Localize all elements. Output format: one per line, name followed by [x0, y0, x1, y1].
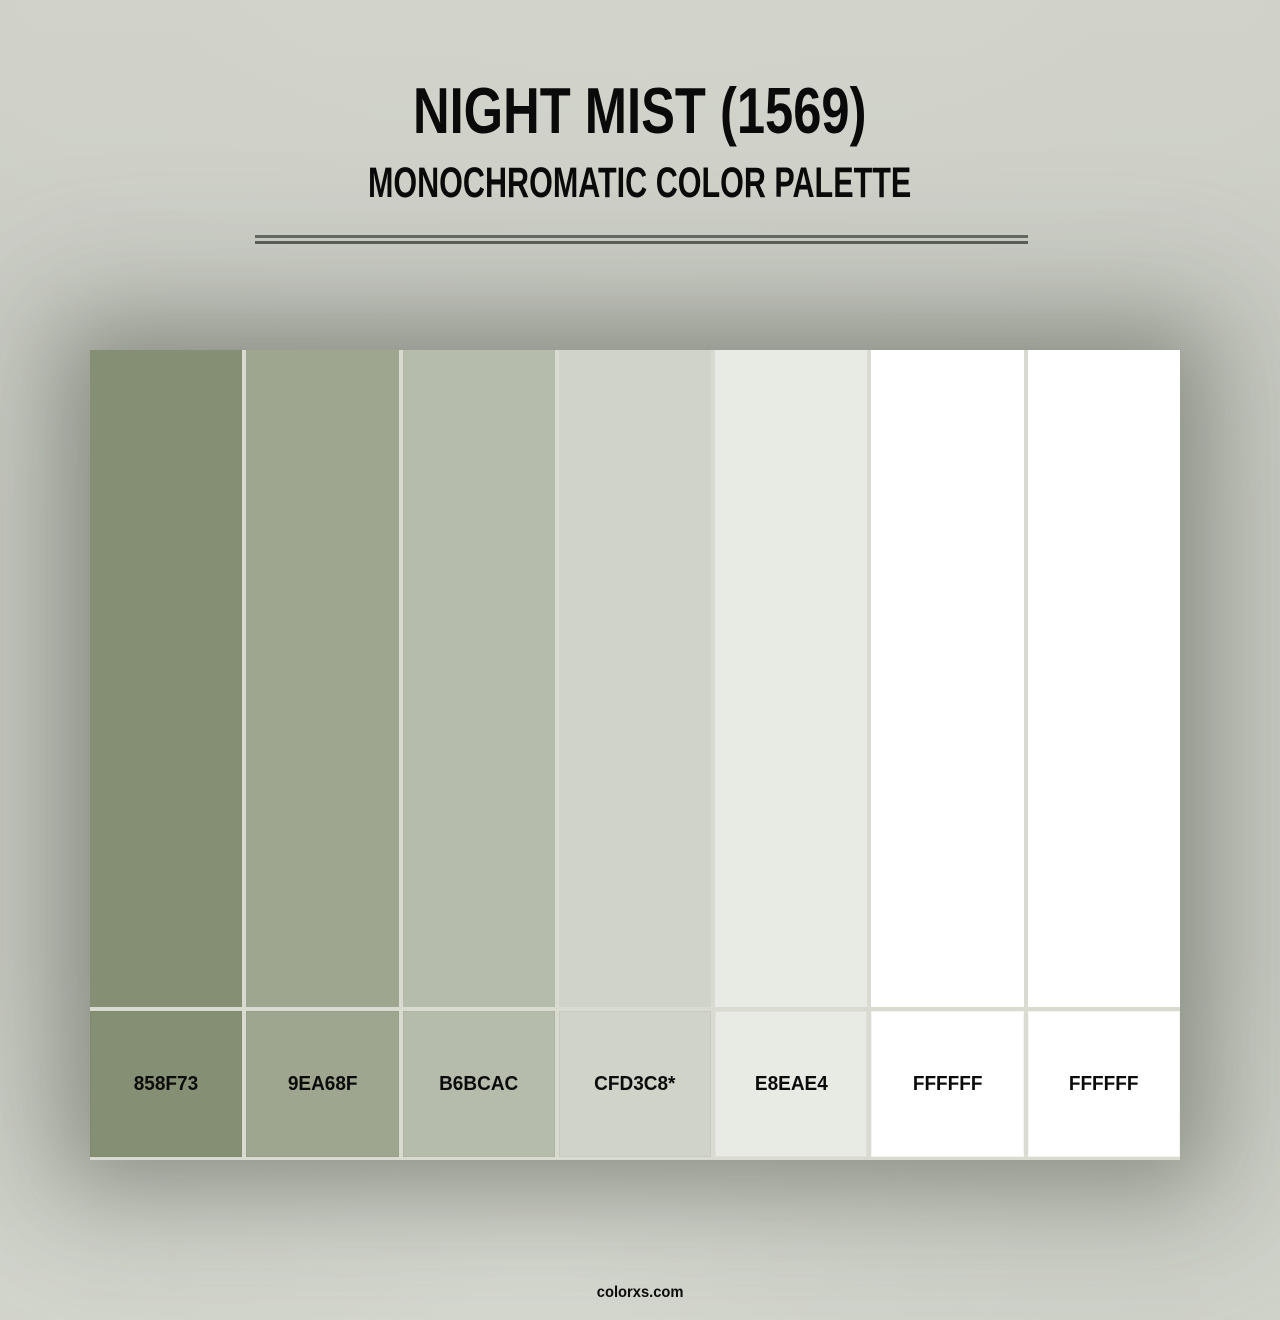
swatch-hex-label-1: 858F73 [133, 1072, 199, 1095]
swatch-hex-label-3: B6BCAC [439, 1072, 519, 1095]
site-footer-text: colorxs.com [596, 1284, 684, 1301]
page-subtitle-text: MONOCHROMATIC COLOR PALETTE [368, 159, 912, 207]
page-title-text: NIGHT MIST (1569) [413, 74, 867, 147]
swatch-column-4 [559, 350, 711, 1007]
double-rule-divider [255, 235, 1028, 244]
swatch-hex-label-5: E8EAE4 [754, 1072, 828, 1095]
swatch-hex-label-7: FFFFFF [1069, 1072, 1139, 1095]
palette-swatch-grid [90, 350, 1180, 1160]
swatch-label-cell-2 [246, 1011, 398, 1157]
swatch-column-6 [871, 350, 1023, 1007]
swatch-label-cell-1 [90, 1011, 242, 1157]
swatch-column-3 [403, 350, 555, 1007]
swatch-hex-label-2: 9EA68F [287, 1072, 358, 1095]
swatch-column-2 [246, 350, 398, 1007]
swatch-label-cell-6 [871, 1011, 1023, 1157]
swatch-label-cell-7 [1028, 1011, 1180, 1157]
swatch-column-7 [1028, 350, 1180, 1007]
page-title [0, 74, 1280, 147]
swatch-column-1 [90, 350, 242, 1007]
swatch-label-cell-5 [715, 1011, 867, 1157]
swatch-hex-label-6: FFFFFF [912, 1072, 983, 1095]
page-subtitle [0, 159, 1280, 207]
swatch-label-cell-4 [559, 1011, 711, 1157]
swatch-column-5 [715, 350, 867, 1007]
site-footer [0, 1284, 1280, 1302]
swatch-label-cell-3 [403, 1011, 555, 1157]
swatch-hex-label-4: CFD3C8* [594, 1072, 676, 1095]
